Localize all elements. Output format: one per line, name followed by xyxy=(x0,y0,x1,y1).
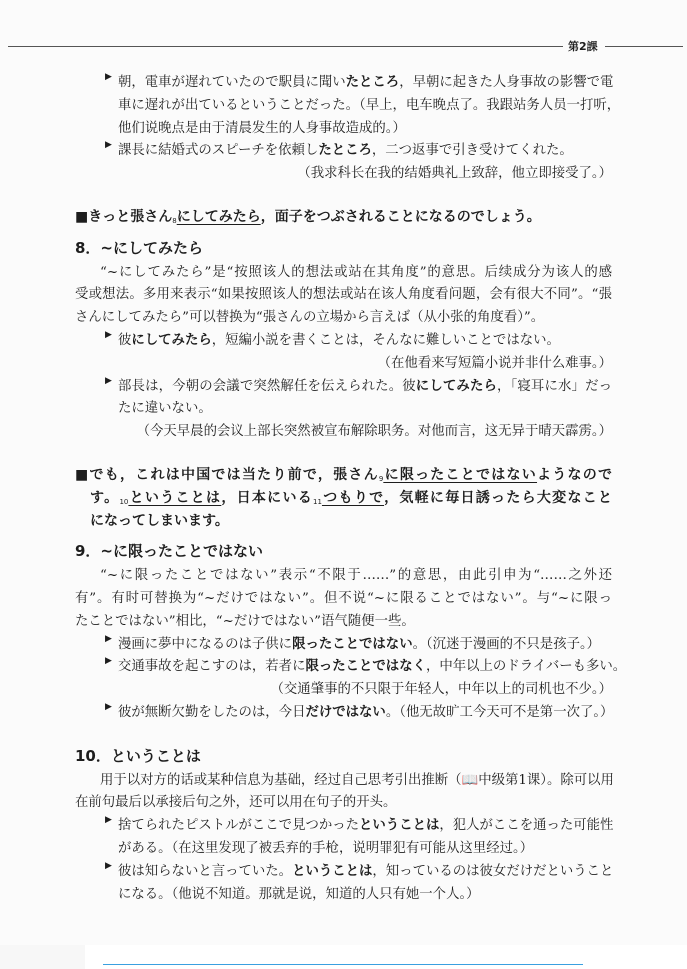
bullet-icon: ▶ xyxy=(105,140,112,151)
bullet-block xyxy=(75,815,612,861)
text-line xyxy=(75,611,612,634)
text-line xyxy=(75,206,612,229)
text-line xyxy=(75,745,612,768)
para-block xyxy=(75,565,612,633)
heading-block xyxy=(75,745,612,768)
note-number: 8 xyxy=(172,216,177,225)
header-rule xyxy=(8,46,563,47)
text-segment: 用于以对方的话或某种信息为基础，经过自己思考引出推断（📖中级第1课）。除可以用 xyxy=(100,772,614,788)
text-line xyxy=(75,792,612,815)
highlighted-phrase: にしてみたら xyxy=(131,332,212,348)
highlighted-phrase: ということは xyxy=(359,818,440,834)
text-segment: ，日本にいる xyxy=(221,489,314,506)
text-line xyxy=(118,118,612,141)
text-segment: （在他看来写短篇小说并非什么难事。） xyxy=(377,355,612,371)
text-line xyxy=(75,464,612,487)
text-segment: ，面子をつぶされることになるのでしょう。 xyxy=(260,208,541,225)
text-segment: ■でも，これは中国では当たり前で，張さん xyxy=(75,466,379,483)
text-line xyxy=(75,421,612,444)
text-line xyxy=(118,656,627,679)
highlighted-phrase: 限ったことではなく xyxy=(305,659,426,675)
bullet-block xyxy=(75,702,612,725)
text-line xyxy=(118,884,612,907)
text-line xyxy=(118,330,612,353)
text-segment: 彼 xyxy=(118,332,132,348)
text-segment: ■きっと張さん xyxy=(75,208,173,225)
text-segment: 9．~に限ったことではない xyxy=(75,542,264,561)
text-segment: 。（他无故旷工今天可不是第一次了。） xyxy=(385,704,614,720)
text-segment: す。 xyxy=(90,489,120,506)
text-segment: ようなので xyxy=(537,466,613,483)
chapter-label: 第2課 xyxy=(568,40,598,53)
page-content xyxy=(75,72,627,906)
bullet-icon: ▶ xyxy=(105,329,112,340)
bullet-block xyxy=(75,656,627,679)
highlighted-phrase: つもりで xyxy=(321,489,385,506)
text-segment: になってしまいます。 xyxy=(90,512,229,529)
text-segment: たことではない”相比，“~だけではない”语气随便一些。 xyxy=(75,613,415,629)
bullet-block xyxy=(75,140,612,163)
text-segment: ，「寝耳に水」だっ xyxy=(497,378,612,394)
bottom-panel xyxy=(85,945,687,969)
heading-block xyxy=(75,237,612,260)
text-segment: 10．ということは xyxy=(75,746,201,765)
text-segment: 他们说晚点是由于清晨发生的人身事故造成的。） xyxy=(118,120,406,136)
highlighted-phrase: にしてみたら xyxy=(415,378,498,394)
text-segment: （我求科长在我的结婚典礼上致辞，他立即接受了。） xyxy=(297,166,612,182)
bullet-icon: ▶ xyxy=(105,72,112,82)
text-segment: 車に遅れが出ているということだった。（早上，电车晚点了。我跟站务人员一打听， xyxy=(118,97,621,113)
bullet-block xyxy=(75,376,612,422)
text-line xyxy=(118,376,612,399)
bullet-block xyxy=(75,72,621,140)
text-line xyxy=(75,770,612,793)
text-segment: ，短編小説を書くことは，そんなに難しいことではない。 xyxy=(211,332,560,348)
translation-block xyxy=(75,163,612,186)
text-segment: 。（沉迷于漫画的不只是孩子。） xyxy=(412,636,601,652)
highlighted-phrase: ということは xyxy=(128,489,222,506)
highlighted-phrase: たところ xyxy=(345,75,400,90)
text-line xyxy=(75,163,612,186)
divider-line xyxy=(103,964,583,965)
text-line xyxy=(118,815,612,838)
text-segment: 課長に結婚式のスピーチを依頼し xyxy=(118,143,319,159)
text-segment: “~にしてみたら”是“按照该人的想法或站在其角度”的意思。后续成分为该人的感 xyxy=(100,264,612,280)
text-segment: （今天早晨的会议上部长突然被宣布解除职务。对他而言，这无异于晴天霹雳。） xyxy=(136,424,612,440)
translation-block xyxy=(75,679,612,702)
text-segment: 捨てられたピストルがここで見つかった xyxy=(118,818,360,834)
note-number: 9 xyxy=(378,474,384,483)
text-segment: 在前句最后以承接后句之外，还可以用在句子的开头。 xyxy=(75,795,397,811)
text-segment: ，二つ返事で引き受けてくれた。 xyxy=(371,143,573,159)
translation-block xyxy=(75,353,612,376)
text-line xyxy=(75,540,612,563)
text-line xyxy=(118,702,612,725)
text-segment: “~に限ったことではない”表示“不限于……”的意思，由此引申为“……之外还 xyxy=(100,568,612,584)
text-segment: 受或想法。多用来表示“如果按照该人的想法或站在该人角度看问题，会有很大不同”。“張 xyxy=(75,287,612,303)
text-line xyxy=(75,588,612,611)
note-number: 11 xyxy=(313,497,322,506)
text-segment: 彼が無断欠勤をしたのは，今日 xyxy=(118,704,306,720)
text-segment: 彼は知らないと言っていた。 xyxy=(118,863,293,879)
text-line xyxy=(75,679,612,702)
highlighted-phrase: 限ったことではない xyxy=(292,636,413,652)
bullet-block xyxy=(75,634,612,657)
text-segment: 交通事故を起こすのは，若者に xyxy=(118,659,306,675)
text-segment: たに違いない。 xyxy=(118,401,212,417)
heading-block xyxy=(75,540,612,563)
bullet-icon: ▶ xyxy=(105,375,112,386)
text-segment: ，知っているのは彼女だけだということ xyxy=(372,863,614,879)
text-line xyxy=(75,565,612,588)
text-segment: がある。（在这里发现了被丢弃的手枪，说明罪犯有可能从这里经过。） xyxy=(118,840,534,856)
text-line xyxy=(75,237,612,260)
text-segment: 8．~にしてみたら xyxy=(75,238,204,257)
text-line xyxy=(75,510,612,533)
text-segment: 漫画に夢中になるのは子供に xyxy=(118,636,293,652)
key-block xyxy=(75,464,612,532)
highlighted-phrase: たところ xyxy=(318,143,372,159)
para-block xyxy=(75,770,612,816)
para-block xyxy=(75,262,612,330)
text-line xyxy=(75,262,612,285)
text-segment: ，早朝に起きた人身事故の影響で電 xyxy=(399,75,614,90)
text-line xyxy=(75,353,612,376)
bullet-icon: ▶ xyxy=(105,633,112,644)
bullet-icon: ▶ xyxy=(105,815,112,826)
translation-block xyxy=(75,421,612,444)
highlighted-phrase: に限ったことではない xyxy=(383,466,538,483)
bullet-icon: ▶ xyxy=(105,656,112,667)
text-segment: （交通肇事的不只限于年轻人，中年以上的司机也不少。） xyxy=(270,682,612,698)
bullet-block xyxy=(75,330,612,353)
key-block xyxy=(75,206,612,229)
text-segment: ，中年以上のドライバーも多い。 xyxy=(425,659,627,675)
text-line xyxy=(118,861,612,884)
text-segment: 部長は，今朝の会議で突然解任を伝えられた。彼 xyxy=(118,378,416,394)
highlighted-phrase: ということは xyxy=(292,863,373,879)
text-line xyxy=(118,95,621,118)
text-line xyxy=(118,634,612,657)
text-segment: さんにしてみたら”可以替换为“張さんの立場から言えば（从小张的角度看）”。 xyxy=(75,310,545,326)
text-line xyxy=(118,72,612,95)
text-segment: 朝，電車が遅れていたので駅員に聞い xyxy=(118,75,346,90)
text-line xyxy=(75,487,612,510)
text-line xyxy=(118,838,612,861)
text-line xyxy=(118,398,612,421)
bullet-icon: ▶ xyxy=(105,701,112,712)
text-line xyxy=(75,307,612,330)
bullet-icon: ▶ xyxy=(105,860,112,871)
text-segment: ，気軽に毎日誘ったら大変なこと xyxy=(384,489,613,506)
text-line xyxy=(75,284,612,307)
bullet-block xyxy=(75,861,612,907)
text-segment: ，犯人がここを通った可能性 xyxy=(439,818,614,834)
text-segment: 有”。有时可替换为“~だけではない”。但不说“~に限ることではない”。与“~に限っ xyxy=(75,590,612,606)
header-rule xyxy=(605,46,683,47)
highlighted-phrase: だけではない xyxy=(305,704,386,720)
note-number: 10 xyxy=(119,497,129,506)
text-line xyxy=(118,140,612,163)
text-segment: になる。（他说不知道。那就是说，知道的人只有她一个人。） xyxy=(118,886,480,902)
highlighted-phrase: にしてみたら xyxy=(176,208,261,225)
